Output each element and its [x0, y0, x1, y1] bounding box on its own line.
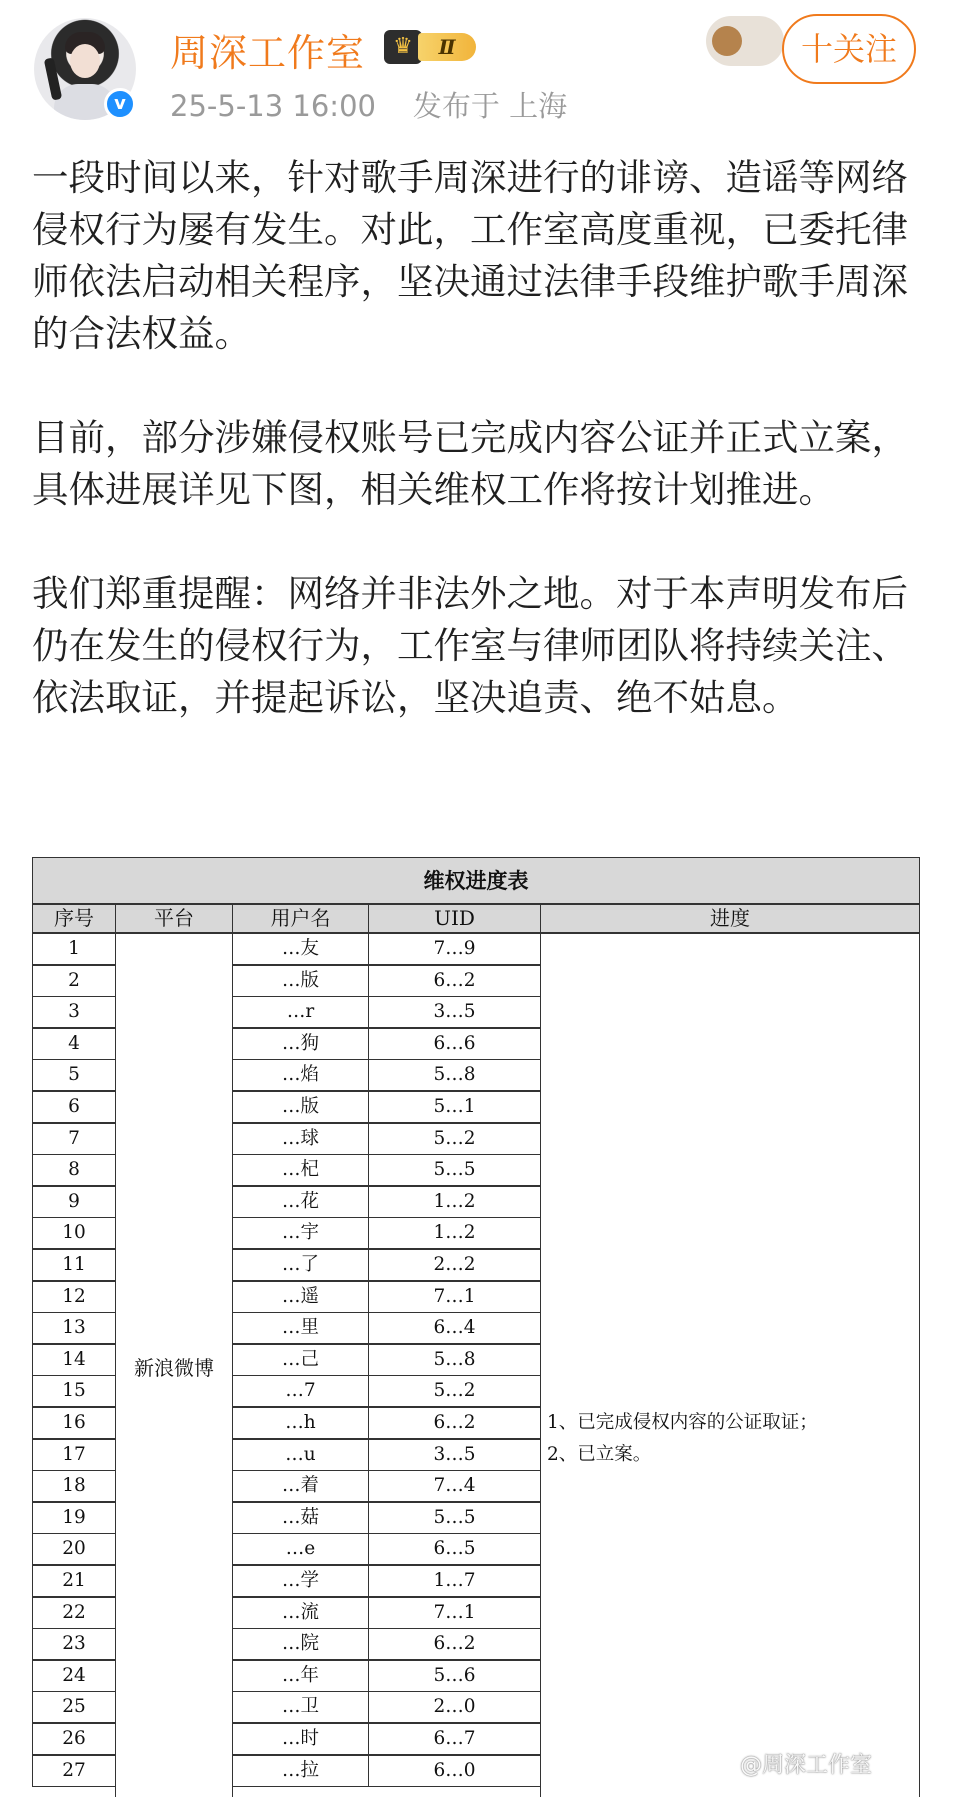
table-cell-username: …着: [232, 1470, 369, 1502]
post-paragraph: 我们郑重提醒：网络并非法外之地。对于本声明发布后仍在发生的侵权行为，工作室与律师团队将持续关注、依法取证，并提起诉讼，坚决追责、绝不姑息。: [32, 572, 908, 719]
table-cell-uid: 2…0: [368, 1691, 541, 1723]
table-cell-username: …e: [232, 1533, 369, 1565]
progress-table-image[interactable]: [32, 857, 920, 1797]
table-cell-username: …流: [232, 1597, 369, 1629]
table-cell-username: …h: [232, 1407, 369, 1439]
post-location: 发布于 上海: [412, 89, 568, 123]
table-cell-username: …花: [232, 1186, 369, 1218]
table-cell-uid: 7…1: [368, 1281, 541, 1313]
table-cell-uid: 5…2: [368, 1123, 541, 1155]
table-cell-uid: 5…5: [368, 1502, 541, 1534]
table-cell-no: 17: [32, 1439, 116, 1471]
table-cell-uid: 7…1: [368, 1597, 541, 1629]
table-cell-uid: 6…2: [368, 965, 541, 997]
verified-badge-icon: v: [104, 88, 136, 120]
table-cell-no: 13: [32, 1312, 116, 1344]
table-cell-username: …拉: [232, 1755, 369, 1787]
table-cell-uid: 1…7: [368, 1565, 541, 1597]
table-cell-username: …狗: [232, 1028, 369, 1060]
table-cell-no: 8: [32, 1154, 116, 1186]
follow-button[interactable]: 十关注: [782, 14, 916, 84]
platform-name: 新浪微博: [134, 1356, 214, 1380]
table-title: 维权进度表: [32, 857, 920, 904]
table-cell-username: …杞: [232, 1154, 369, 1186]
crown-icon: ♛: [384, 30, 422, 64]
table-cell-no: 19: [32, 1502, 116, 1534]
table-cell-username: …遥: [232, 1281, 369, 1313]
table-header-uid: UID: [368, 904, 541, 933]
table-cell-username: …卫: [232, 1691, 369, 1723]
table-header-platform: 平台: [115, 904, 233, 933]
table-cell-uid: 3…5: [368, 996, 541, 1028]
table-cell-no: 1: [32, 933, 116, 965]
table-cell-username: …时: [232, 1723, 369, 1755]
level-badge-label: Ⅱ: [418, 33, 476, 61]
level-badge[interactable]: [384, 28, 480, 66]
table-cell-uid: 5…5: [368, 1154, 541, 1186]
table-cell-no: 22: [32, 1597, 116, 1629]
table-cell-username: …u: [232, 1439, 369, 1471]
post-body: [32, 152, 922, 724]
table-cell-no: 27: [32, 1755, 116, 1787]
table-cell-no: 5: [32, 1059, 116, 1091]
table-cell-username: …了: [232, 1249, 369, 1281]
post-timestamp: 25-5-13 16:00: [170, 89, 376, 123]
progress-line: 2、已立案。: [547, 1444, 652, 1465]
avatar-face: [70, 44, 100, 78]
table-cell-uid: 5…8: [368, 1059, 541, 1091]
table-cell-no: 4: [32, 1028, 116, 1060]
table-cell-no: 23: [32, 1628, 116, 1660]
table-header-no: 序号: [32, 904, 116, 933]
platform-cell: [115, 933, 233, 1797]
table-cell-username: …里: [232, 1312, 369, 1344]
table-cell-no: 12: [32, 1281, 116, 1313]
table-cell-uid: 6…5: [368, 1533, 541, 1565]
table-cell-uid: 6…0: [368, 1755, 541, 1787]
table-cell-no: 6: [32, 1091, 116, 1123]
table-cell-username: …7: [232, 1375, 369, 1407]
table-cell-username: …年: [232, 1660, 369, 1692]
table-cell-no: 15: [32, 1375, 116, 1407]
table-cell-username: …菇: [232, 1502, 369, 1534]
post-paragraph: 目前，部分涉嫌侵权账号已完成内容公证并正式立案，具体进展详见下图，相关维权工作将按计划推进。: [32, 416, 908, 511]
table-cell-username: …球: [232, 1123, 369, 1155]
table-cell-uid: 6…6: [368, 1028, 541, 1060]
table-cell-no: 25: [32, 1691, 116, 1723]
table-cell-uid: 6…7: [368, 1723, 541, 1755]
table-cell-username: …版: [232, 965, 369, 997]
table-cell-username: …学: [232, 1565, 369, 1597]
table-cell-no: 26: [32, 1723, 116, 1755]
post-meta: [170, 84, 567, 125]
table-cell-uid: 3…5: [368, 1439, 541, 1471]
table-cell-no: 24: [32, 1660, 116, 1692]
table-cell-uid: 7…9: [368, 933, 541, 965]
table-cell-no: 2: [32, 965, 116, 997]
table-cell-no: 18: [32, 1470, 116, 1502]
table-cell-uid: 6…2: [368, 1628, 541, 1660]
table-cell-username: …宇: [232, 1217, 369, 1249]
table-cell-username: …友: [232, 933, 369, 965]
decoration-badge-icon: [706, 16, 784, 66]
progress-line: 1、已完成侵权内容的公证取证；: [547, 1412, 818, 1433]
avatar-phone: [44, 57, 63, 100]
table-cell-uid: 7…4: [368, 1470, 541, 1502]
table-cell-uid: 5…2: [368, 1375, 541, 1407]
table-cell-no: 21: [32, 1565, 116, 1597]
post-paragraph: 一段时间以来，针对歌手周深进行的诽谤、造谣等网络侵权行为屡有发生。对此，工作室高度重视，已委托律师依法启动相关程序，坚决通过法律手段维护歌手周深的合法权益。: [32, 156, 908, 355]
table-cell-uid: 5…1: [368, 1091, 541, 1123]
table-header-progress: 进度: [540, 904, 920, 933]
table-cell-username: …己: [232, 1344, 369, 1376]
table-cell-username: …院: [232, 1628, 369, 1660]
progress-cell: [540, 933, 920, 1797]
table-cell-no: 10: [32, 1217, 116, 1249]
table-cell-uid: 2…2: [368, 1249, 541, 1281]
post-header: [0, 0, 955, 125]
table-cell-uid: 6…4: [368, 1312, 541, 1344]
table-cell-no: 7: [32, 1123, 116, 1155]
table-cell-no: 9: [32, 1186, 116, 1218]
watermark: @周深工作室: [740, 1753, 873, 1778]
table-cell-uid: 5…8: [368, 1344, 541, 1376]
decoration-ball-icon: [712, 26, 742, 56]
table-cell-uid: 1…2: [368, 1217, 541, 1249]
table-cell-username: …r: [232, 996, 369, 1028]
username[interactable]: 周深工作室: [170, 31, 366, 75]
table-cell-uid: 5…6: [368, 1660, 541, 1692]
table-header-username: 用户名: [232, 904, 369, 933]
table-cell-no: 16: [32, 1407, 116, 1439]
table-cell-no: 11: [32, 1249, 116, 1281]
table-cell-uid: 1…2: [368, 1186, 541, 1218]
table-cell-no: 14: [32, 1344, 116, 1376]
table-cell-username: …焰: [232, 1059, 369, 1091]
table-cell-uid: 6…2: [368, 1407, 541, 1439]
table-cell-username: …版: [232, 1091, 369, 1123]
table-cell-no: 3: [32, 996, 116, 1028]
table-cell-no: 20: [32, 1533, 116, 1565]
